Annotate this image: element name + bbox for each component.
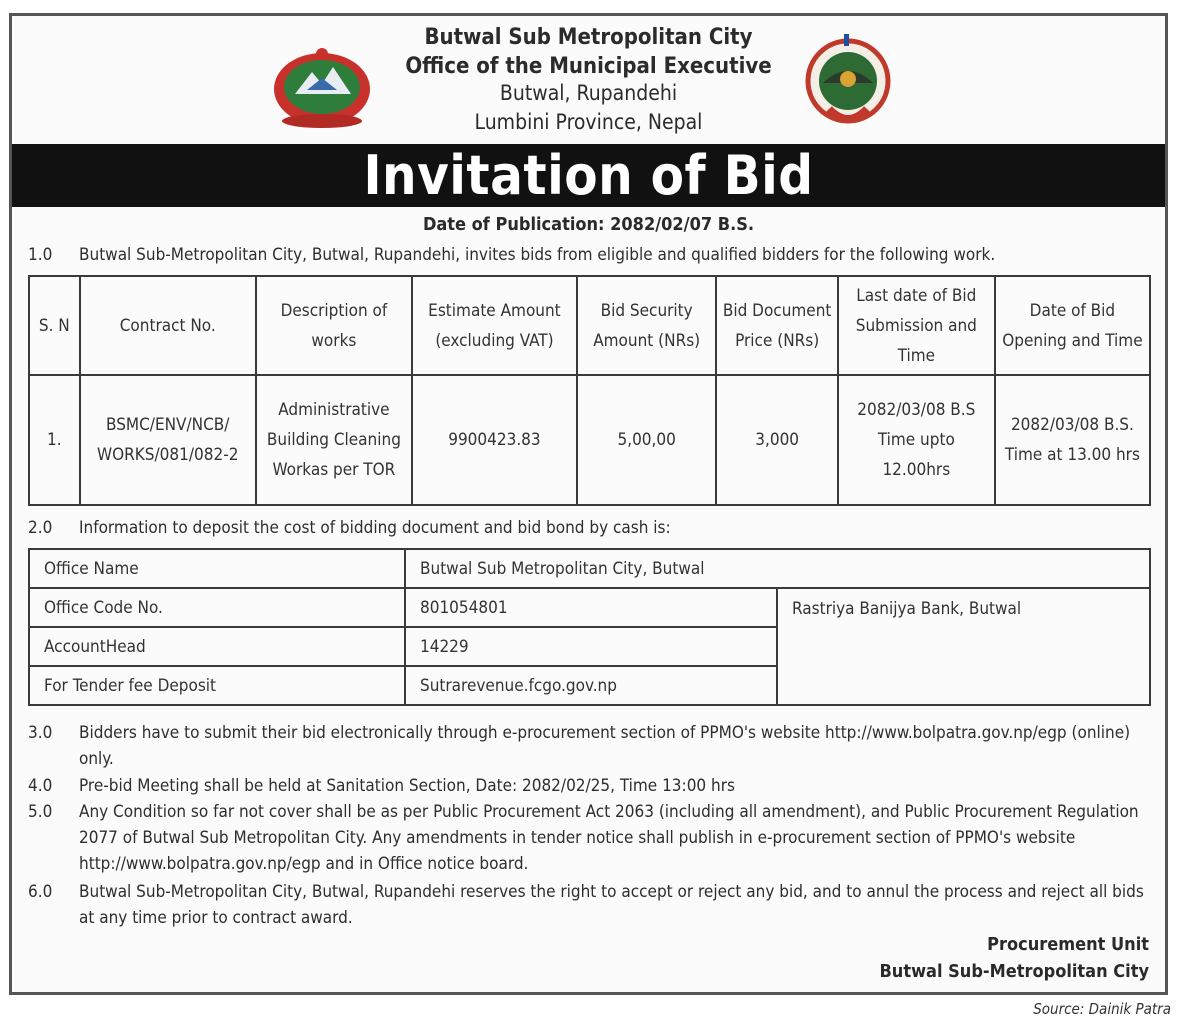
value-tender-fee: Sutrarevenue.fcgo.gov.np: [405, 666, 777, 705]
publication-date: Date of Publication: 2082/02/07 B.S.: [422, 214, 755, 235]
section-text: Pre-bid Meeting shall be held at Sanitation Section, Date: 2082/02/25, Time 13:00 hrs: [79, 776, 735, 796]
section-number: 5.0: [28, 802, 53, 822]
section-number: 6.0: [28, 882, 53, 902]
section-number: 1.0: [28, 245, 53, 265]
header-city-name: Butwal Sub Metropolitan City: [424, 25, 753, 50]
table-row: [29, 549, 1150, 588]
section-text: Butwal Sub-Metropolitan City, Butwal, Rupandehi, invites bids from eligible and qualified bidders for the following work.: [79, 245, 996, 265]
notice-frame: [9, 13, 1168, 995]
cell-opening: 2082/03/08 B.S. Time at 13.00 hrs: [995, 375, 1150, 505]
cell-description: Administrative Building Cleaning Workas per TOR: [256, 375, 412, 505]
value-account-head: 14229: [405, 627, 777, 666]
header-bid-security: Bid Security Amount (NRs): [577, 276, 717, 375]
section-5: [28, 799, 1145, 877]
section-2: [28, 515, 1145, 541]
label-account-head: AccountHead: [29, 627, 405, 666]
section-3: [28, 720, 1145, 772]
label-office-name: Office Name: [29, 549, 405, 588]
section-4: [28, 773, 1145, 799]
section-6: [28, 879, 1145, 931]
header-opening: Date of Bid Opening and Time: [995, 276, 1150, 375]
signature-unit: Procurement Unit: [987, 934, 1149, 955]
section-text: Information to deposit the cost of bidding document and bid bond by cash is:: [79, 518, 671, 538]
section-1: [28, 242, 1145, 268]
header-document-price: Bid Document Price (NRs): [716, 276, 837, 375]
cell-contract-no: BSMC/ENV/NCB/ WORKS/081/082-2: [80, 375, 256, 505]
header-sn: S. N: [29, 276, 80, 375]
header-address: Butwal, Rupandehi: [499, 81, 678, 105]
header-province: Lumbini Province, Nepal: [474, 110, 703, 134]
table-row: [29, 375, 1150, 505]
section-text: Any Condition so far not cover shall be as per Public Procurement Act 2063 (including all amendment), and Public Procurement Regulation 2077 of Butwal Sub Metropolitan City. Any amendments in tender notice shall publish in e-procurement section of PPMO's website http://www.bolpatra.gov.np/egp and in Office notice board.: [79, 802, 1139, 874]
header-estimate: Estimate Amount (excluding VAT): [412, 276, 577, 375]
value-office-code: 801054801: [405, 588, 777, 627]
value-bank: Rastriya Banijya Bank, Butwal: [777, 588, 1150, 705]
header-submission: Last date of Bid Submission and Time: [838, 276, 995, 375]
table-header-row: [29, 276, 1150, 375]
cell-estimate: 9900423.83: [412, 375, 577, 505]
source-credit: Source: Dainik Patra: [1033, 1000, 1171, 1018]
section-text: Bidders have to submit their bid electronically through e-procurement section of PPMO's website http://www.bolpatra.gov.np/egp (online) only.: [79, 723, 1131, 769]
label-office-code: Office Code No.: [29, 588, 405, 627]
value-office-name: Butwal Sub Metropolitan City, Butwal: [405, 549, 1150, 588]
notice-header: [12, 16, 1165, 144]
section-number: 3.0: [28, 723, 53, 743]
header-contract-no: Contract No.: [80, 276, 256, 375]
cell-bid-security: 5,00,00: [577, 375, 717, 505]
cell-sn: 1.: [29, 375, 80, 505]
section-number: 2.0: [28, 518, 53, 538]
table-row: [29, 588, 1150, 627]
cell-submission: 2082/03/08 B.S Time upto 12.00hrs: [838, 375, 995, 505]
header-description: Description of works: [256, 276, 412, 375]
header-office-name: Office of the Municipal Executive: [405, 54, 772, 79]
signature-city: Butwal Sub-Metropolitan City: [879, 961, 1149, 982]
deposit-table: [28, 548, 1151, 706]
notice-title: Invitation of Bid: [12, 144, 1165, 207]
section-number: 4.0: [28, 776, 53, 796]
label-tender-fee: For Tender fee Deposit: [29, 666, 405, 705]
cell-document-price: 3,000: [716, 375, 837, 505]
section-text: Butwal Sub-Metropolitan City, Butwal, Rupandehi reserves the right to accept or reject any bid, and to annul the process and reject all bids at any time prior to contract award.: [79, 882, 1144, 928]
bid-table: [28, 275, 1151, 506]
